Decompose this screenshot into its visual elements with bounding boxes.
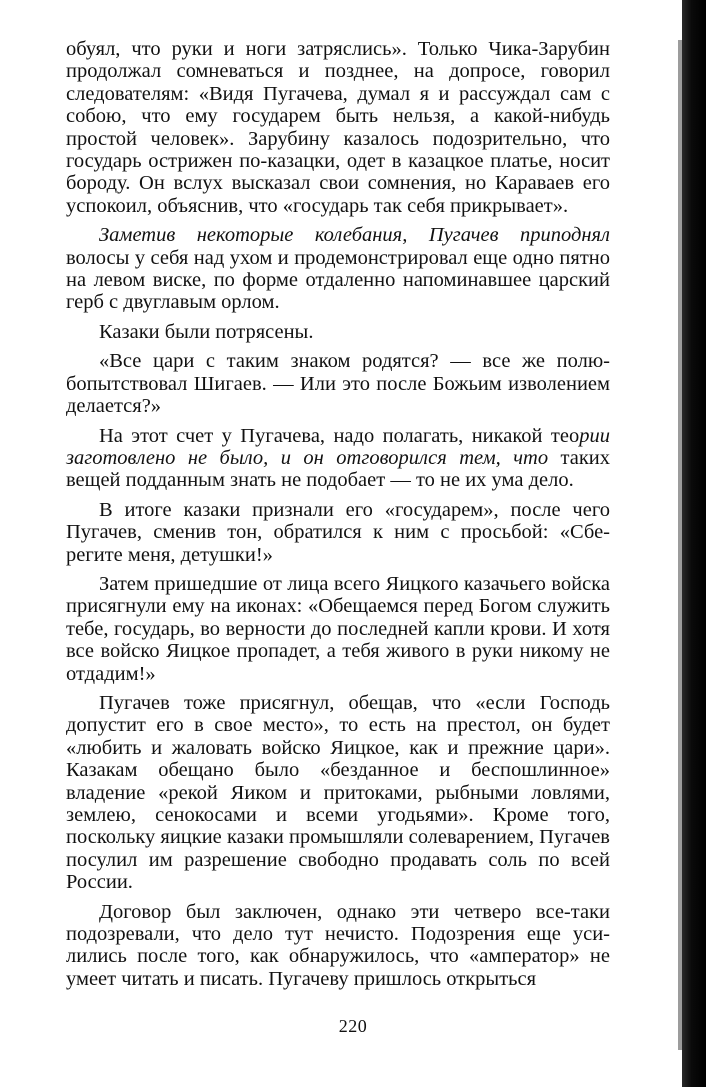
paragraph-1: обуял, что руки и ноги затряслись». Только Чика-Зарубин продолжал сомневаться и позднее, на допросе, говорил следователям: «Видя Пугачева, думал я и рассуждал сам с собою, что ему государем быть нельзя, а какой-нибудь простой человек». Зарубину казалось подозрительно, что государь острижен по-казацки, одет в казацкое платье, носит бороду. Он вслух высказал свои сомнения, но Караваев его успокоил, объяснив, что «государь так себя прикрывает». (66, 38, 610, 217)
paragraph-5-text: таких вещей подданным знать не подобает — то не их ума дело. (66, 446, 611, 492)
scan-edge-shadow (682, 0, 706, 1087)
paragraph-9: Договор был заключен, однако эти четверо все-таки подозревали, что дело тут нечисто. Подозрения еще усилились после того, как обнаружилось, что «амператор» не умеет читать и писать. Пугачеву пришлось открыться (66, 900, 610, 990)
page-body (66, 38, 610, 997)
paragraph-7: Затем пришедшие от лица всего Яицкого казачьего войска присягнули ему на иконах: «Обещаемся перед Богом служить тебе, государь, во верности до последней капли крови. И хотя все войско Яицкое пропадет, а тебя живого в руки никому не отдадим!» (66, 572, 610, 685)
paragraph-8: Пугачев тоже присягнул, обещав, что «если Господь допустит его в свое место», то есть на престол, он будет «любить и жаловать войско Яицкое, как и прежние цари». Казакам обещано было «безданное и беспошлинное» владение «рекой Яиком и притоками, рыбными ловлями, землею, сенокосами и всеми угодьями». Кроме того, поскольку яицкие казаки промышляли солеварением, Пугачев посулил им разрешение свободно продавать соль по всей России. (66, 691, 610, 894)
page-number: 220 (338, 1016, 368, 1036)
paragraph-5-lead: На этот счет у Пугачева, надо полагать, никакой тео (99, 424, 580, 447)
paragraph-2-text: волосы у себя над ухом и продемонстрировал еще одно пятно на левом виске, по форме отдаленно напоминавшее царский герб с двуглавым орлом. (66, 246, 610, 314)
paragraph-3: Казаки были потрясены. (99, 320, 314, 343)
paragraph-2-italic-lead: Заметив некоторые колебания, Пугачев приподнял (99, 224, 610, 247)
paragraph-4: «Все цари с таким знаком родятся? — все же полюбопытствовал Шигаев. — Или это после Божьим изволением делается?» (66, 350, 610, 418)
paragraph-6: В итоге казаки признали его «государем», после чего Пугачев, сменив тон, обратился к ним с просьбой: «Сберегите меня, детушки!» (66, 498, 610, 566)
paragraph-5-italic: рии заготовлено не было, и он отговорился тем, что (66, 424, 610, 469)
paragraph-2 (66, 224, 610, 314)
paragraph-5 (66, 425, 610, 492)
